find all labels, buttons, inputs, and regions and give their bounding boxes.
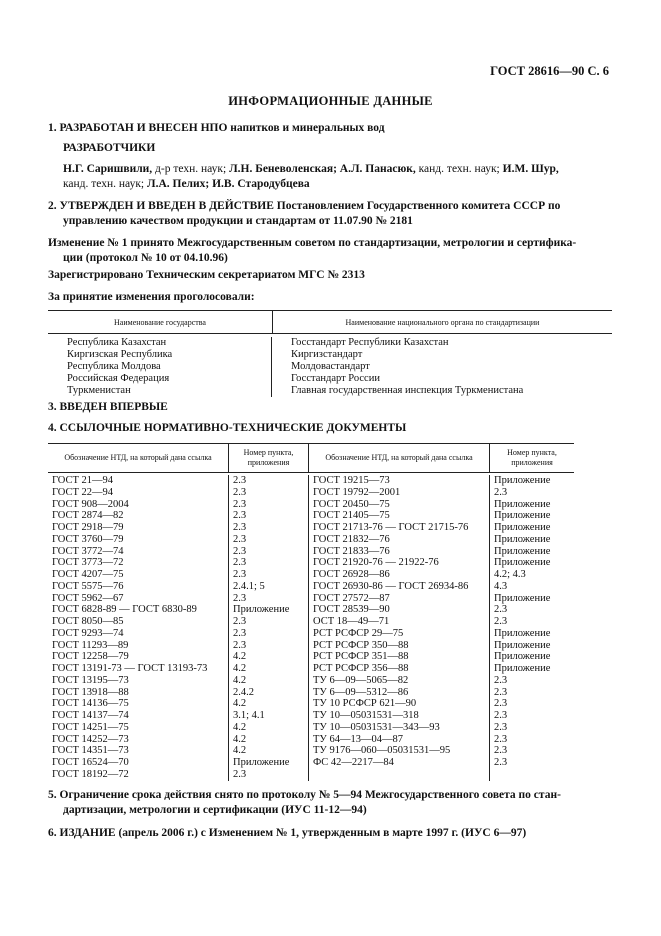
developers-line-1: Н.Г. Саришвили, д-р техн. наук; Л.Н. Беневоленская; А.Л. Панасюк, канд. техн. наук; И.М. Шур, bbox=[63, 163, 559, 175]
item-3: 3. ВВЕДЕН ВПЕРВЫЕ bbox=[48, 401, 168, 413]
developers-label: РАЗРАБОТЧИКИ bbox=[63, 142, 156, 154]
body-cell: Киргизстандарт bbox=[291, 349, 363, 360]
ref-item-cell: 4.2 bbox=[233, 651, 247, 663]
ref-doc-cell: РСТ РСФСР 351—88 bbox=[313, 651, 409, 663]
amendment-line-2: ции (протокол № 10 от 04.10.96) bbox=[63, 252, 228, 264]
ref-doc-cell: ГОСТ 908—2004 bbox=[52, 498, 129, 510]
ref-item-cell: Приложение bbox=[494, 663, 551, 674]
ref-item-cell: 2.3 bbox=[233, 557, 247, 569]
ref-doc-cell: ГОСТ 13191-73 — ГОСТ 13193-73 bbox=[52, 663, 208, 674]
ref-item-cell: 2.3 bbox=[233, 510, 247, 522]
state-cell: Российская Федерация bbox=[67, 373, 170, 384]
body-cell: Госстандарт Республики Казахстан bbox=[291, 337, 449, 348]
ref-doc-cell: ГОСТ 19215—73 bbox=[313, 475, 390, 486]
item-5-line-2: дартизации, метрологии и сертификации (ИУС 11-12—94) bbox=[63, 804, 367, 816]
ref-doc-cell: ФС 42—2217—84 bbox=[313, 757, 394, 768]
ref-item-cell: 2.3 bbox=[233, 522, 247, 533]
body-cell: Молдовастандарт bbox=[291, 361, 370, 372]
votes-table-header bbox=[48, 311, 612, 334]
ref-item-cell: 2.3 bbox=[494, 757, 508, 768]
developers-line-2: канд. техн. наук; Л.А. Пелих; И.В. Стародубцева bbox=[63, 178, 310, 190]
ref-item-cell: 4.2; 4.3 bbox=[494, 569, 526, 580]
ref-doc-cell: ГОСТ 13195—73 bbox=[52, 674, 129, 686]
amendment-line-1: Изменение № 1 принято Межгосударственным советом по стандартизации, метрологии и сертифика- bbox=[48, 237, 577, 249]
ref-doc-cell: ГОСТ 5962—67 bbox=[52, 592, 124, 604]
registration-note: Зарегистрировано Техническим секретариатом МГС № 2313 bbox=[48, 269, 365, 281]
ref-item-cell: Приложение bbox=[494, 639, 551, 651]
ref-item-cell: 2.3 bbox=[233, 486, 247, 498]
ref-item-cell: 2.3 bbox=[233, 639, 247, 651]
ref-item-cell: 2.3 bbox=[494, 674, 508, 686]
ref-col-item-header-left: Номер пункта, приложения bbox=[229, 444, 309, 472]
ref-doc-cell: ГОСТ 21920-76 — 21922-76 bbox=[313, 557, 439, 569]
ref-item-cell: Приложение bbox=[494, 545, 551, 557]
ref-doc-cell: ГОСТ 12258—79 bbox=[52, 651, 129, 663]
ref-doc-cell: ТУ 6—09—5065—82 bbox=[313, 674, 409, 686]
ref-item-cell: 3.1; 4.1 bbox=[233, 710, 265, 721]
ref-col-doc-header-right: Обозначение НТД, на который дана ссылка bbox=[309, 444, 490, 472]
votes-col-body-header: Наименование национального органа по стандартизации bbox=[345, 317, 540, 327]
ref-item-cell: 2.3 bbox=[233, 533, 247, 545]
ref-doc-cell: ГОСТ 16524—70 bbox=[52, 757, 129, 768]
ref-col-item-header-right: Номер пункта, приложения bbox=[507, 448, 557, 467]
ref-doc-cell: ГОСТ 14137—74 bbox=[52, 710, 129, 721]
votes-bodies-column bbox=[272, 337, 612, 397]
ref-doc-cell: ГОСТ 9293—74 bbox=[52, 627, 124, 639]
ref-doc-cell: ГОСТ 3773—72 bbox=[52, 557, 124, 569]
ref-doc-cell: ГОСТ 20450—75 bbox=[313, 498, 390, 510]
ref-doc-cell: ГОСТ 18192—72 bbox=[52, 768, 129, 780]
ref-doc-cell: ГОСТ 21833—76 bbox=[313, 545, 390, 557]
ref-doc-cell: ГОСТ 22—94 bbox=[52, 486, 114, 498]
ref-doc-cell: ГОСТ 2874—82 bbox=[52, 510, 124, 522]
ref-item-cell: Приложение bbox=[494, 475, 551, 486]
state-cell: Туркменистан bbox=[67, 385, 131, 396]
developers-list bbox=[48, 162, 627, 192]
ref-item-cell: Приложение bbox=[494, 592, 551, 604]
ref-item-cell: Приложение bbox=[494, 651, 551, 663]
ref-left-items-column bbox=[229, 475, 309, 781]
ref-item-cell: 2.4.1; 5 bbox=[233, 580, 265, 592]
references-table bbox=[48, 443, 574, 781]
ref-doc-cell: ГОСТ 14252—73 bbox=[52, 733, 129, 745]
ref-item-cell: 2.3 bbox=[233, 545, 247, 557]
item-6: 6. ИЗДАНИЕ (апрель 2006 г.) с Изменением № 1, утвержденным в марте 1997 г. (ИУС 6—97) bbox=[48, 827, 527, 839]
ref-doc-cell: ГОСТ 14136—75 bbox=[52, 698, 129, 710]
ref-item-cell: 2.3 bbox=[233, 627, 247, 639]
state-cell: Республика Казахстан bbox=[67, 337, 167, 348]
ref-item-cell: 2.3 bbox=[494, 604, 508, 616]
ref-doc-cell: ГОСТ 14351—73 bbox=[52, 745, 129, 757]
ref-item-cell: 4.3 bbox=[494, 580, 508, 592]
voted-label: За принятие изменения проголосовали: bbox=[48, 291, 255, 303]
ref-item-cell: 4.2 bbox=[233, 674, 247, 686]
ref-doc-cell: ГОСТ 11293—89 bbox=[52, 639, 129, 651]
ref-item-cell: 2.3 bbox=[233, 768, 247, 780]
ref-item-cell: 4.2 bbox=[233, 733, 247, 745]
ref-doc-cell: ТУ 10—05031531—343—93 bbox=[313, 721, 440, 733]
amendment-note bbox=[48, 236, 612, 266]
page-header: ГОСТ 28616—90 С. 6 bbox=[490, 64, 609, 78]
ref-right-docs-column bbox=[309, 475, 490, 781]
ref-doc-cell: ГОСТ 19792—2001 bbox=[313, 486, 401, 498]
ref-item-cell: Приложение bbox=[233, 757, 290, 768]
ref-left-docs-column bbox=[48, 475, 229, 781]
state-cell: Республика Молдова bbox=[67, 361, 161, 372]
ref-item-cell: 2.4.2 bbox=[233, 686, 254, 698]
votes-col-state-header: Наименование государства bbox=[48, 311, 273, 333]
ref-doc-cell: ГОСТ 2918—79 bbox=[52, 522, 124, 533]
body-cell: Госстандарт России bbox=[291, 373, 380, 384]
section-title: ИНФОРМАЦИОННЫЕ ДАННЫЕ bbox=[228, 94, 433, 108]
item-4-heading: 4. ССЫЛОЧНЫЕ НОРМАТИВНО-ТЕХНИЧЕСКИЕ ДОКУМЕНТЫ bbox=[48, 422, 407, 434]
item-1-heading: 1. РАЗРАБОТАН И ВНЕСЕН НПО напитков и минеральных вод bbox=[48, 122, 385, 134]
ref-item-cell: 2.3 bbox=[494, 698, 508, 710]
ref-item-cell: 4.2 bbox=[233, 663, 247, 674]
votes-states-column bbox=[48, 337, 272, 397]
item-2 bbox=[48, 199, 612, 229]
ref-doc-cell: ТУ 9176—060—05031531—95 bbox=[313, 745, 451, 757]
ref-doc-cell: ГОСТ 14251—75 bbox=[52, 721, 129, 733]
ref-item-cell: 4.2 bbox=[233, 698, 247, 710]
ref-item-cell: Приложение bbox=[233, 604, 290, 616]
ref-item-cell: 2.3 bbox=[494, 616, 508, 627]
ref-doc-cell: ТУ 10 РСФСР 621—90 bbox=[313, 698, 417, 710]
ref-item-cell: 2.3 bbox=[494, 721, 508, 733]
ref-item-cell: 2.3 bbox=[494, 745, 508, 757]
ref-doc-cell: ГОСТ 3760—79 bbox=[52, 533, 124, 545]
ref-item-cell: 2.3 bbox=[494, 710, 508, 721]
ref-doc-cell: ГОСТ 5575—76 bbox=[52, 580, 124, 592]
ref-item-cell: 2.3 bbox=[494, 486, 508, 498]
state-cell: Киргизская Республика bbox=[67, 349, 173, 360]
ref-doc-cell: ГОСТ 6828-89 — ГОСТ 6830-89 bbox=[52, 604, 197, 616]
ref-item-cell: Приложение bbox=[494, 510, 551, 522]
ref-doc-cell: ГОСТ 8050—85 bbox=[52, 616, 124, 627]
ref-doc-cell: ГОСТ 27572—87 bbox=[313, 592, 390, 604]
item-2-line-1: 2. УТВЕРЖДЕН И ВВЕДЕН В ДЕЙСТВИЕ Постановлением Государственного комитета СССР по bbox=[48, 200, 561, 212]
votes-table bbox=[48, 310, 612, 397]
ref-item-cell: 4.2 bbox=[233, 721, 247, 733]
ref-item-cell: 2.3 bbox=[233, 498, 247, 510]
ref-item-cell: 2.3 bbox=[494, 686, 508, 698]
ref-item-cell: 2.3 bbox=[233, 569, 247, 580]
ref-doc-cell: ГОСТ 21405—75 bbox=[313, 510, 390, 522]
ref-doc-cell: ТУ 10—05031531—318 bbox=[313, 710, 419, 721]
ref-item-cell: Приложение bbox=[494, 522, 551, 533]
ref-doc-cell: ГОСТ 26930-86 — ГОСТ 26934-86 bbox=[313, 580, 469, 592]
item-5 bbox=[48, 788, 612, 818]
ref-item-cell: 2.3 bbox=[233, 475, 247, 486]
ref-doc-cell: ГОСТ 21832—76 bbox=[313, 533, 390, 545]
ref-doc-cell: ОСТ 18—49—71 bbox=[313, 616, 390, 627]
ref-item-cell: Приложение bbox=[494, 498, 551, 510]
ref-item-cell: Приложение bbox=[494, 533, 551, 545]
ref-item-cell: 2.3 bbox=[494, 733, 508, 745]
ref-doc-cell: ГОСТ 28539—90 bbox=[313, 604, 390, 616]
references-table-header bbox=[48, 443, 574, 473]
ref-doc-cell: ГОСТ 4207—75 bbox=[52, 569, 124, 580]
item-2-line-2: управлению качеством продукции и стандартам от 11.07.90 № 2181 bbox=[63, 215, 413, 227]
ref-item-cell: 2.3 bbox=[233, 616, 247, 627]
ref-doc-cell: ТУ 64—13—04—87 bbox=[313, 733, 403, 745]
ref-item-cell: 2.3 bbox=[233, 592, 247, 604]
item-5-line-1: 5. Ограничение срока действия снято по протоколу № 5—94 Межгосударственного совета по стан- bbox=[48, 789, 561, 801]
ref-doc-cell: ГОСТ 21713-76 — ГОСТ 21715-76 bbox=[313, 522, 469, 533]
ref-col-doc-header-left: Обозначение НТД, на который дана ссылка bbox=[48, 444, 229, 472]
ref-item-cell: 4.2 bbox=[233, 745, 247, 757]
body-cell: Главная государственная инспекция Туркменистана bbox=[291, 385, 524, 396]
ref-doc-cell: ГОСТ 26928—86 bbox=[313, 569, 390, 580]
ref-item-cell: Приложение bbox=[494, 627, 551, 639]
ref-doc-cell: ГОСТ 13918—88 bbox=[52, 686, 129, 698]
ref-doc-cell: РСТ РСФСР 356—88 bbox=[313, 663, 409, 674]
ref-item-cell: Приложение bbox=[494, 557, 551, 569]
ref-doc-cell: ГОСТ 3772—74 bbox=[52, 545, 124, 557]
ref-doc-cell: РСТ РСФСР 29—75 bbox=[313, 627, 404, 639]
ref-doc-cell: ТУ 6—09—5312—86 bbox=[313, 686, 409, 698]
ref-doc-cell: РСТ РСФСР 350—88 bbox=[313, 639, 409, 651]
ref-doc-cell: ГОСТ 21—94 bbox=[52, 475, 114, 486]
ref-right-items-column bbox=[490, 475, 574, 781]
